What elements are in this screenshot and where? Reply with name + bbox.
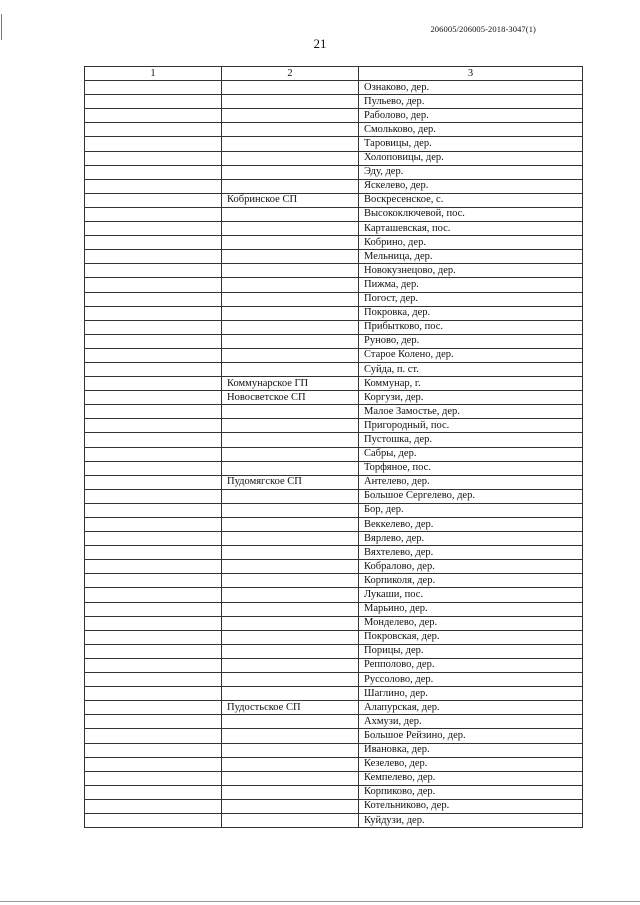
municipality-cell bbox=[222, 222, 359, 236]
settlement-cell: Раболово, дер. bbox=[359, 109, 583, 123]
table-row bbox=[85, 419, 583, 433]
municipality-cell bbox=[222, 419, 359, 433]
table-row bbox=[85, 785, 583, 799]
row-number-cell bbox=[85, 362, 222, 376]
settlement-cell: Воскресенское, с. bbox=[359, 193, 583, 207]
municipality-cell bbox=[222, 81, 359, 95]
table-row bbox=[85, 757, 583, 771]
row-number-cell bbox=[85, 588, 222, 602]
settlement-cell: Порицы, дер. bbox=[359, 644, 583, 658]
table-row bbox=[85, 644, 583, 658]
row-number-cell bbox=[85, 137, 222, 151]
table-row bbox=[85, 348, 583, 362]
row-number-cell bbox=[85, 743, 222, 757]
settlement-cell: Высокоключевой, пос. bbox=[359, 207, 583, 221]
settlement-cell: Новокузнецово, дер. bbox=[359, 264, 583, 278]
table-row bbox=[85, 518, 583, 532]
table-row bbox=[85, 489, 583, 503]
row-number-cell bbox=[85, 447, 222, 461]
municipality-cell bbox=[222, 250, 359, 264]
row-number-cell bbox=[85, 799, 222, 813]
municipality-cell: Коммунарское ГП bbox=[222, 377, 359, 391]
row-number-cell bbox=[85, 574, 222, 588]
row-number-cell bbox=[85, 151, 222, 165]
municipality-cell bbox=[222, 264, 359, 278]
row-number-cell bbox=[85, 729, 222, 743]
municipality-cell bbox=[222, 179, 359, 193]
row-number-cell bbox=[85, 292, 222, 306]
row-number-cell bbox=[85, 264, 222, 278]
table-row bbox=[85, 729, 583, 743]
table-row bbox=[85, 151, 583, 165]
row-number-cell bbox=[85, 475, 222, 489]
table-row bbox=[85, 503, 583, 517]
row-number-cell bbox=[85, 179, 222, 193]
municipality-cell bbox=[222, 715, 359, 729]
row-number-cell bbox=[85, 673, 222, 687]
row-number-cell bbox=[85, 306, 222, 320]
municipality-cell bbox=[222, 687, 359, 701]
municipality-cell bbox=[222, 447, 359, 461]
table-row bbox=[85, 109, 583, 123]
settlement-cell: Холоповицы, дер. bbox=[359, 151, 583, 165]
row-number-cell bbox=[85, 546, 222, 560]
row-number-cell bbox=[85, 433, 222, 447]
settlements-table bbox=[84, 66, 583, 828]
row-number-cell bbox=[85, 250, 222, 264]
row-number-cell bbox=[85, 334, 222, 348]
municipality-cell: Кобринское СП bbox=[222, 193, 359, 207]
table-row bbox=[85, 687, 583, 701]
municipality-cell bbox=[222, 334, 359, 348]
settlement-cell: Ознаково, дер. bbox=[359, 81, 583, 95]
table-row bbox=[85, 715, 583, 729]
municipality-cell bbox=[222, 743, 359, 757]
settlement-cell: Репполово, дер. bbox=[359, 658, 583, 672]
settlement-cell: Эду, дер. bbox=[359, 165, 583, 179]
row-number-cell bbox=[85, 222, 222, 236]
municipality-cell bbox=[222, 771, 359, 785]
table-row bbox=[85, 278, 583, 292]
table-row bbox=[85, 461, 583, 475]
row-number-cell bbox=[85, 560, 222, 574]
municipality-cell bbox=[222, 673, 359, 687]
row-number-cell bbox=[85, 785, 222, 799]
settlement-cell: Прибытково, пос. bbox=[359, 320, 583, 334]
municipality-cell bbox=[222, 518, 359, 532]
settlement-cell: Марьино, дер. bbox=[359, 602, 583, 616]
table-header-row bbox=[85, 67, 583, 81]
table-row bbox=[85, 560, 583, 574]
table-row bbox=[85, 334, 583, 348]
table-row bbox=[85, 81, 583, 95]
settlement-cell: Пульево, дер. bbox=[359, 95, 583, 109]
municipality-cell bbox=[222, 489, 359, 503]
table-row bbox=[85, 292, 583, 306]
municipality-cell bbox=[222, 630, 359, 644]
settlement-cell: Ахмузи, дер. bbox=[359, 715, 583, 729]
row-number-cell bbox=[85, 687, 222, 701]
row-number-cell bbox=[85, 95, 222, 109]
settlement-cell: Погост, дер. bbox=[359, 292, 583, 306]
settlement-cell: Вяхтелево, дер. bbox=[359, 546, 583, 560]
row-number-cell bbox=[85, 518, 222, 532]
table-row bbox=[85, 658, 583, 672]
municipality-cell bbox=[222, 799, 359, 813]
settlement-cell: Лукаши, пос. bbox=[359, 588, 583, 602]
column-header-2: 2 bbox=[222, 67, 359, 81]
settlement-cell: Пижма, дер. bbox=[359, 278, 583, 292]
row-number-cell bbox=[85, 123, 222, 137]
table-row bbox=[85, 602, 583, 616]
table-row bbox=[85, 447, 583, 461]
municipality-cell bbox=[222, 588, 359, 602]
settlement-cell: Руново, дер. bbox=[359, 334, 583, 348]
row-number-cell bbox=[85, 81, 222, 95]
table-row bbox=[85, 673, 583, 687]
settlement-cell: Кезелево, дер. bbox=[359, 757, 583, 771]
municipality-cell bbox=[222, 95, 359, 109]
table-row bbox=[85, 123, 583, 137]
settlement-cell: Коммунар, г. bbox=[359, 377, 583, 391]
settlement-cell: Большое Сергелево, дер. bbox=[359, 489, 583, 503]
municipality-cell bbox=[222, 658, 359, 672]
row-number-cell bbox=[85, 630, 222, 644]
row-number-cell bbox=[85, 348, 222, 362]
settlement-cell: Пустошка, дер. bbox=[359, 433, 583, 447]
table-row bbox=[85, 588, 583, 602]
municipality-cell bbox=[222, 278, 359, 292]
table-row bbox=[85, 799, 583, 813]
municipality-cell: Пудостьское СП bbox=[222, 701, 359, 715]
table-row bbox=[85, 193, 583, 207]
row-number-cell bbox=[85, 616, 222, 630]
row-number-cell bbox=[85, 602, 222, 616]
table-row bbox=[85, 743, 583, 757]
table-row bbox=[85, 320, 583, 334]
settlement-cell: Кобралово, дер. bbox=[359, 560, 583, 574]
municipality-cell bbox=[222, 503, 359, 517]
settlement-cell: Сабры, дер. bbox=[359, 447, 583, 461]
municipality-cell bbox=[222, 151, 359, 165]
row-number-cell bbox=[85, 757, 222, 771]
table-row bbox=[85, 532, 583, 546]
settlement-cell: Коргузи, дер. bbox=[359, 391, 583, 405]
table-row bbox=[85, 362, 583, 376]
table-row bbox=[85, 546, 583, 560]
table-row bbox=[85, 95, 583, 109]
settlement-cell: Таровицы, дер. bbox=[359, 137, 583, 151]
settlement-cell: Корпиколя, дер. bbox=[359, 574, 583, 588]
row-number-cell bbox=[85, 701, 222, 715]
table-row bbox=[85, 137, 583, 151]
municipality-cell bbox=[222, 236, 359, 250]
row-number-cell bbox=[85, 405, 222, 419]
table-row bbox=[85, 165, 583, 179]
table-row bbox=[85, 207, 583, 221]
municipality-cell bbox=[222, 207, 359, 221]
settlement-cell: Старое Колено, дер. bbox=[359, 348, 583, 362]
table-row bbox=[85, 306, 583, 320]
municipality-cell bbox=[222, 165, 359, 179]
table-row bbox=[85, 222, 583, 236]
municipality-cell: Пудомягское СП bbox=[222, 475, 359, 489]
municipality-cell bbox=[222, 574, 359, 588]
row-number-cell bbox=[85, 644, 222, 658]
table-row bbox=[85, 616, 583, 630]
municipality-cell bbox=[222, 320, 359, 334]
table-body bbox=[85, 81, 583, 828]
municipality-cell bbox=[222, 532, 359, 546]
row-number-cell bbox=[85, 165, 222, 179]
table-row bbox=[85, 475, 583, 489]
municipality-cell bbox=[222, 348, 359, 362]
row-number-cell bbox=[85, 489, 222, 503]
row-number-cell bbox=[85, 658, 222, 672]
table-row bbox=[85, 264, 583, 278]
row-number-cell bbox=[85, 207, 222, 221]
table-row bbox=[85, 250, 583, 264]
table-row bbox=[85, 179, 583, 193]
municipality-cell bbox=[222, 729, 359, 743]
row-number-cell bbox=[85, 193, 222, 207]
row-number-cell bbox=[85, 813, 222, 827]
row-number-cell bbox=[85, 461, 222, 475]
settlement-cell: Антелево, дер. bbox=[359, 475, 583, 489]
municipality-cell bbox=[222, 813, 359, 827]
row-number-cell bbox=[85, 278, 222, 292]
table-row bbox=[85, 391, 583, 405]
settlement-cell: Покровка, дер. bbox=[359, 306, 583, 320]
row-number-cell bbox=[85, 391, 222, 405]
settlement-cell: Пригородный, пос. bbox=[359, 419, 583, 433]
settlement-cell: Вярлево, дер. bbox=[359, 532, 583, 546]
municipality-cell bbox=[222, 405, 359, 419]
row-number-cell bbox=[85, 715, 222, 729]
settlement-cell: Корпиково, дер. bbox=[359, 785, 583, 799]
municipality-cell bbox=[222, 757, 359, 771]
row-number-cell bbox=[85, 236, 222, 250]
settlement-cell: Торфяное, пос. bbox=[359, 461, 583, 475]
row-number-cell bbox=[85, 419, 222, 433]
municipality-cell bbox=[222, 292, 359, 306]
settlement-cell: Шаглино, дер. bbox=[359, 687, 583, 701]
settlement-cell: Мельница, дер. bbox=[359, 250, 583, 264]
municipality-cell bbox=[222, 785, 359, 799]
settlement-cell: Алапурская, дер. bbox=[359, 701, 583, 715]
row-number-cell bbox=[85, 377, 222, 391]
table-row bbox=[85, 377, 583, 391]
settlement-cell: Руссолово, дер. bbox=[359, 673, 583, 687]
municipality-cell bbox=[222, 602, 359, 616]
municipality-cell bbox=[222, 306, 359, 320]
municipality-cell bbox=[222, 362, 359, 376]
table-row bbox=[85, 574, 583, 588]
settlement-cell: Большое Рейзино, дер. bbox=[359, 729, 583, 743]
settlement-cell: Котельниково, дер. bbox=[359, 799, 583, 813]
municipality-cell bbox=[222, 560, 359, 574]
row-number-cell bbox=[85, 771, 222, 785]
settlement-cell: Смольково, дер. bbox=[359, 123, 583, 137]
settlement-cell: Карташевская, пос. bbox=[359, 222, 583, 236]
scan-bottom-edge bbox=[0, 901, 640, 902]
column-header-3: 3 bbox=[359, 67, 583, 81]
municipality-cell bbox=[222, 123, 359, 137]
table-row bbox=[85, 701, 583, 715]
column-header-1: 1 bbox=[85, 67, 222, 81]
settlement-cell: Кобрино, дер. bbox=[359, 236, 583, 250]
table-row bbox=[85, 236, 583, 250]
table-row bbox=[85, 405, 583, 419]
municipality-cell bbox=[222, 137, 359, 151]
municipality-cell bbox=[222, 461, 359, 475]
settlement-cell: Монделево, дер. bbox=[359, 616, 583, 630]
municipality-cell: Новосветское СП bbox=[222, 391, 359, 405]
settlement-cell: Ивановка, дер. bbox=[359, 743, 583, 757]
settlement-cell: Покровская, дер. bbox=[359, 630, 583, 644]
settlement-cell: Малое Замостье, дер. bbox=[359, 405, 583, 419]
row-number-cell bbox=[85, 109, 222, 123]
row-number-cell bbox=[85, 320, 222, 334]
settlement-cell: Бор, дер. bbox=[359, 503, 583, 517]
municipality-cell bbox=[222, 433, 359, 447]
settlement-cell: Яскелево, дер. bbox=[359, 179, 583, 193]
municipality-cell bbox=[222, 644, 359, 658]
page-number: 21 bbox=[313, 36, 327, 51]
municipality-cell bbox=[222, 109, 359, 123]
table-row bbox=[85, 813, 583, 827]
table-row bbox=[85, 771, 583, 785]
settlement-cell: Суйда, п. ст. bbox=[359, 362, 583, 376]
settlement-cell: Веккелево, дер. bbox=[359, 518, 583, 532]
municipality-cell bbox=[222, 546, 359, 560]
row-number-cell bbox=[85, 532, 222, 546]
settlement-cell: Кемпелево, дер. bbox=[359, 771, 583, 785]
municipality-cell bbox=[222, 616, 359, 630]
settlement-cell: Куйдузи, дер. bbox=[359, 813, 583, 827]
document-id: 206005/206005-2018-3047(1) bbox=[430, 24, 536, 34]
row-number-cell bbox=[85, 503, 222, 517]
table-row bbox=[85, 630, 583, 644]
table-row bbox=[85, 433, 583, 447]
